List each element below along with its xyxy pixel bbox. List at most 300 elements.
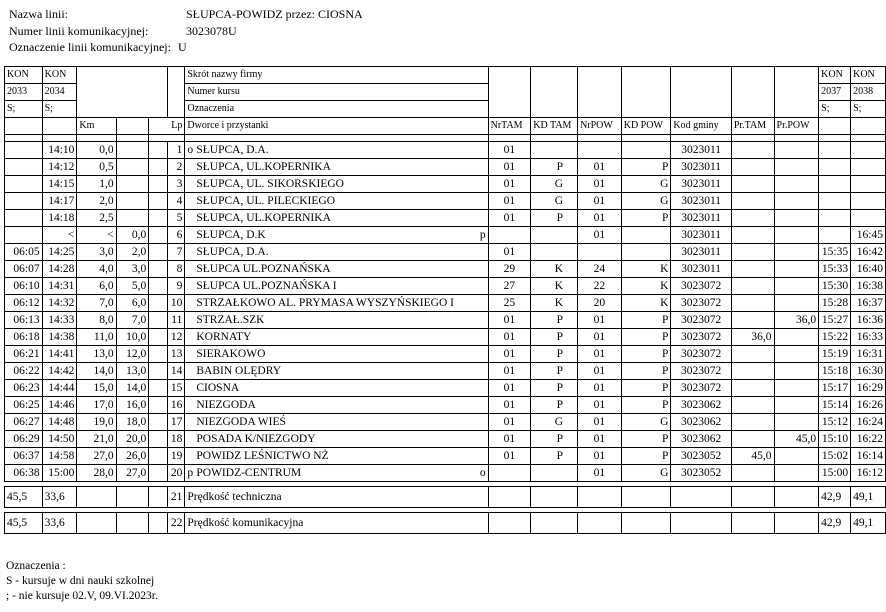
empty-header-cell [731,67,774,118]
kdpow-cell [621,227,671,244]
kod-cell: 3023072 [671,295,731,312]
prpow-cell [774,414,819,431]
company-label: Skrót nazwy firmy [185,67,488,84]
time-kon-2033: 06:21 [5,346,43,363]
kod-cell: 3023011 [671,227,731,244]
empty-header-cell [116,118,149,135]
stop-cell [185,312,488,329]
spacer-row [5,135,886,142]
stops-body [5,142,886,482]
empty-header-cell [851,118,886,135]
lp-cell: 5 [168,210,185,227]
time-kon-2033: 06:37 [5,448,43,465]
lp-cell: 22 [168,513,185,534]
stop-name: SŁUPCA, UL.KOPERNIKA [196,161,331,173]
empty-header-cell [531,67,578,118]
col-kdpow: KD POW [621,118,671,135]
km-cell [149,346,168,363]
stop-cell [185,159,488,176]
kdtam-cell: P [531,448,578,465]
empty-header-cell [774,67,819,118]
summary-empty [774,513,819,534]
summary-empty [578,487,622,508]
time-kon-2038: 16:12 [851,465,886,482]
stop-name: SŁUPCA, D.A. [196,246,269,258]
prtam-cell [731,363,774,380]
time-kon-2037 [819,176,851,193]
time-kon-2034: < [42,227,77,244]
km-cell [116,210,149,227]
time-kon-2038: 16:37 [851,295,886,312]
empty-header-cell [819,118,851,135]
km-cell [149,312,168,329]
kdpow-cell [621,142,671,159]
table-row [5,346,886,363]
summary-empty [77,487,116,508]
course-header-row-1 [5,67,886,84]
summary-empty [671,513,731,534]
time-kon-2037: 15:22 [819,329,851,346]
km-cell: 28,0 [77,465,116,482]
km-cell [149,278,168,295]
stop-cell [185,227,488,244]
time-kon-2034: 14:15 [42,176,77,193]
time-kon-2034: 14:10 [42,142,77,159]
course-kon-2034-l2: 2034 [42,84,77,101]
km-cell: 0,0 [116,227,149,244]
summary-empty [621,487,671,508]
stop-name: SŁUPCA, D.A. [196,144,269,156]
kdtam-cell: P [531,346,578,363]
kdpow-cell: G [621,465,671,482]
prpow-cell [774,210,819,227]
stop-cell [185,448,488,465]
km-cell: 10,0 [116,329,149,346]
kdtam-cell [531,142,578,159]
km-cell: 2,5 [77,210,116,227]
marks-label: Oznaczenia [185,101,488,118]
time-kon-2037: 15:35 [819,244,851,261]
lp-cell: 1 [168,142,185,159]
prpow-cell [774,448,819,465]
km-cell: 17,0 [77,397,116,414]
time-kon-2033: 06:10 [5,278,43,295]
course-kon-2034-l3: S; [42,101,77,118]
prtam-cell: 45,0 [731,448,774,465]
nrtam-cell: 01 [488,380,531,397]
time-kon-2038: 16:26 [851,397,886,414]
nrtam-cell: 01 [488,414,531,431]
kod-cell: 3023011 [671,176,731,193]
line-name-label: Nazwa linii: [9,7,68,21]
lp-cell: 17 [168,414,185,431]
nrpow-cell: 01 [578,312,622,329]
stop-cell [185,193,488,210]
time-kon-2033: 06:23 [5,380,43,397]
time-kon-2034: 14:33 [42,312,77,329]
col-kod: Kod gminy [671,118,731,135]
summary-value: 45,5 [5,513,43,534]
table-row [5,159,886,176]
course-number-label: Numer kursu [185,84,488,101]
course-kon-2038-l3: S; [851,101,886,118]
stop-cell [185,142,488,159]
nrtam-cell [488,465,531,482]
kdtam-cell: P [531,159,578,176]
stop-name: STRZAŁ.SZK [196,314,265,326]
stop-name: SŁUPCA, UL. PILECKIEGO [196,195,336,207]
nrpow-cell: 01 [578,380,622,397]
time-kon-2033: 06:13 [5,312,43,329]
nrpow-cell: 01 [578,431,622,448]
course-kon-2038-l2: 2038 [851,84,886,101]
prpow-cell [774,227,819,244]
summary-empty [116,513,149,534]
summary-body [5,482,886,534]
kod-cell: 3023072 [671,380,731,397]
table-row [5,227,886,244]
time-kon-2033 [5,142,43,159]
nrpow-cell: 01 [578,176,622,193]
table-row [5,380,886,397]
km-cell: 14,0 [116,380,149,397]
kod-cell: 3023062 [671,431,731,448]
prtam-cell [731,244,774,261]
time-kon-2038: 16:24 [851,414,886,431]
nrpow-cell: 01 [578,465,622,482]
time-kon-2033: 06:05 [5,244,43,261]
km-cell [149,142,168,159]
table-row [5,329,886,346]
kdpow-cell: K [621,261,671,278]
summary-empty [671,487,731,508]
prtam-cell [731,380,774,397]
stop-prefix: p [187,467,194,479]
prtam-cell [731,142,774,159]
kod-cell: 3023011 [671,261,731,278]
km-cell [149,448,168,465]
time-kon-2038 [851,159,886,176]
kod-cell: 3023011 [671,142,731,159]
kdtam-cell: P [531,329,578,346]
km-cell: 8,0 [77,312,116,329]
lp-cell: 16 [168,397,185,414]
prtam-cell [731,227,774,244]
prpow-cell [774,295,819,312]
time-kon-2037 [819,142,851,159]
stop-name: NIEZGODA WIEŚ [196,416,286,428]
summary-value: 49,1 [851,513,886,534]
empty-header-cell [578,67,622,118]
summary-empty [531,513,578,534]
stop-name: SIERAKOWO [196,348,266,360]
kdtam-cell: P [531,210,578,227]
time-kon-2037: 15:17 [819,380,851,397]
prtam-cell [731,414,774,431]
table-row [5,431,886,448]
kdpow-cell: G [621,414,671,431]
nrpow-cell: 22 [578,278,622,295]
legend-line-semicolon: ; - nie kursuje 02.V, 09.VI.2023r. [6,590,158,602]
nrpow-cell: 01 [578,210,622,227]
table-row [5,176,886,193]
prpow-cell [774,397,819,414]
time-kon-2037: 15:27 [819,312,851,329]
time-kon-2038 [851,210,886,227]
time-kon-2033: 06:12 [5,295,43,312]
stop-name: SŁUPCA, D.K [196,229,266,241]
nrtam-cell: 01 [488,210,531,227]
kdtam-cell: G [531,414,578,431]
time-kon-2037 [819,227,851,244]
nrpow-cell: 01 [578,329,622,346]
km-cell [149,227,168,244]
line-number-row [9,24,237,39]
km-cell [149,414,168,431]
summary-label: Prędkość komunikacyjna [185,513,488,534]
time-kon-2037 [819,159,851,176]
kod-cell: 3023052 [671,448,731,465]
stop-name: POWIDZ-CENTRUM [196,467,302,479]
stop-name: STRZAŁKOWO AL. PRYMASA WYSZYŃSKIEGO I [196,297,454,309]
table-row [5,278,886,295]
time-kon-2034: 14:48 [42,414,77,431]
col-km: Km [77,118,116,135]
lp-cell: 13 [168,346,185,363]
col-prtam: Pr.TAM [731,118,774,135]
line-mark-row [9,40,187,55]
kdtam-cell: K [531,261,578,278]
nrtam-cell: 01 [488,142,531,159]
kdpow-cell: P [621,431,671,448]
time-kon-2034: 14:18 [42,210,77,227]
kod-cell: 3023011 [671,193,731,210]
time-kon-2038 [851,193,886,210]
prtam-cell [731,465,774,482]
nrpow-cell: 01 [578,193,622,210]
summary-row [5,487,886,508]
time-kon-2033 [5,210,43,227]
time-kon-2033: 06:07 [5,261,43,278]
legend-title: Oznaczenia : [6,560,66,572]
prpow-cell [774,159,819,176]
km-cell [149,397,168,414]
time-kon-2037: 15:14 [819,397,851,414]
time-kon-2037: 15:28 [819,295,851,312]
stop-cell [185,278,488,295]
km-cell: 6,0 [116,295,149,312]
kdpow-cell: P [621,380,671,397]
km-cell [149,431,168,448]
line-mark-value: U [177,40,187,54]
time-kon-2033 [5,227,43,244]
nrpow-cell: 01 [578,448,622,465]
kdpow-cell: K [621,295,671,312]
km-cell: 16,0 [116,397,149,414]
lp-cell: 9 [168,278,185,295]
nrtam-cell: 27 [488,278,531,295]
empty-header-cell [42,118,77,135]
timetable [4,66,886,534]
kdpow-cell: P [621,329,671,346]
line-mark-label: Oznaczenie linii komunikacyjnej: [9,40,171,54]
kdpow-cell: G [621,176,671,193]
time-kon-2038: 16:31 [851,346,886,363]
time-kon-2037: 15:18 [819,363,851,380]
col-stops: Dworce i przystanki [185,118,488,135]
stop-cell [185,261,488,278]
kod-cell: 3023072 [671,363,731,380]
line-name-value: SŁUPCA-POWIDZ przez: CIOSNA [186,7,363,21]
time-kon-2038: 16:36 [851,312,886,329]
km-cell: 27,0 [77,448,116,465]
table-row [5,210,886,227]
prpow-cell [774,465,819,482]
time-kon-2038: 16:14 [851,448,886,465]
line-number-label: Numer linii komunikacyjnej: [9,24,149,38]
time-kon-2034: 14:41 [42,346,77,363]
kod-cell: 3023011 [671,210,731,227]
km-cell [149,380,168,397]
prtam-cell [731,210,774,227]
km-cell: 7,0 [116,312,149,329]
time-kon-2033: 06:29 [5,431,43,448]
time-kon-2034: 14:17 [42,193,77,210]
km-cell: 3,0 [77,244,116,261]
prpow-cell: 36,0 [774,312,819,329]
prpow-cell [774,193,819,210]
summary-empty [77,513,116,534]
course-kon-2033-l3: S; [5,101,43,118]
stop-name: POSADA K/NIEZGODY [196,433,316,445]
stop-cell [185,465,488,482]
kdpow-cell: P [621,448,671,465]
time-kon-2037: 15:33 [819,261,851,278]
stop-cell [185,210,488,227]
kdtam-cell [531,465,578,482]
kod-cell: 3023072 [671,278,731,295]
nrtam-cell: 01 [488,329,531,346]
km-cell: 2,0 [116,244,149,261]
time-kon-2037: 15:12 [819,414,851,431]
time-kon-2033 [5,193,43,210]
nrtam-cell: 25 [488,295,531,312]
km-cell: 27,0 [116,465,149,482]
lp-cell: 2 [168,159,185,176]
nrpow-cell [578,244,622,261]
course-kon-2037-l2: 2037 [819,84,851,101]
time-kon-2033: 06:22 [5,363,43,380]
table-row [5,363,886,380]
kod-cell: 3023011 [671,159,731,176]
kdpow-cell: P [621,210,671,227]
time-kon-2037 [819,193,851,210]
table-row [5,397,886,414]
stop-cell [185,431,488,448]
km-cell: 15,0 [77,380,116,397]
nrtam-cell: 01 [488,448,531,465]
nrtam-cell: 01 [488,176,531,193]
lp-cell: 11 [168,312,185,329]
summary-empty [488,513,531,534]
empty-header-cell [168,67,185,118]
stop-cell [185,176,488,193]
course-kon-2033-l2: 2033 [5,84,43,101]
km-cell: 20,0 [116,431,149,448]
km-cell: 5,0 [116,278,149,295]
table-row [5,142,886,159]
time-kon-2034: 14:44 [42,380,77,397]
stop-cell [185,363,488,380]
nrtam-cell: 01 [488,431,531,448]
line-name-row [9,7,363,22]
lp-cell: 15 [168,380,185,397]
column-header-row [5,118,886,135]
time-kon-2034: 14:38 [42,329,77,346]
prtam-cell [731,176,774,193]
km-cell: 11,0 [77,329,116,346]
time-kon-2038: 16:42 [851,244,886,261]
prtam-cell [731,295,774,312]
lp-cell: 6 [168,227,185,244]
lp-cell: 7 [168,244,185,261]
km-cell [116,193,149,210]
summary-empty [621,513,671,534]
table-row [5,193,886,210]
time-kon-2038: 16:33 [851,329,886,346]
kdtam-cell: P [531,363,578,380]
summary-empty [531,487,578,508]
kdtam-cell [531,244,578,261]
kdpow-cell: P [621,397,671,414]
stop-name: CIOSNA [196,382,240,394]
km-cell [149,244,168,261]
km-cell: 14,0 [77,363,116,380]
nrtam-cell: 01 [488,244,531,261]
summary-value: 33,6 [42,513,77,534]
prtam-cell [731,278,774,295]
time-kon-2034: 14:46 [42,397,77,414]
km-cell: 21,0 [77,431,116,448]
col-prpow: Pr.POW [774,118,819,135]
course-kon-2033-l1: KON [5,67,43,84]
nrtam-cell: 01 [488,346,531,363]
summary-empty [731,487,774,508]
time-kon-2038: 16:38 [851,278,886,295]
kod-cell: 3023072 [671,329,731,346]
prpow-cell [774,346,819,363]
lp-cell: 18 [168,431,185,448]
lp-cell: 10 [168,295,185,312]
nrpow-cell: 01 [578,363,622,380]
stop-name: SŁUPCA UL.POZNAŃSKA I [196,280,337,292]
col-lp: Lp [149,118,185,135]
time-kon-2038: 16:40 [851,261,886,278]
km-cell: 4,0 [77,261,116,278]
nrpow-cell: 24 [578,261,622,278]
prpow-cell: 45,0 [774,431,819,448]
kod-cell: 3023062 [671,397,731,414]
lp-cell: 8 [168,261,185,278]
km-cell: 13,0 [77,346,116,363]
kdpow-cell: K [621,278,671,295]
stop-name: SŁUPCA UL.POZNAŃSKA [196,263,331,275]
kdtam-cell: P [531,380,578,397]
summary-value: 45,5 [5,487,43,508]
time-kon-2038 [851,176,886,193]
summary-empty [149,513,168,534]
km-cell: 19,0 [77,414,116,431]
